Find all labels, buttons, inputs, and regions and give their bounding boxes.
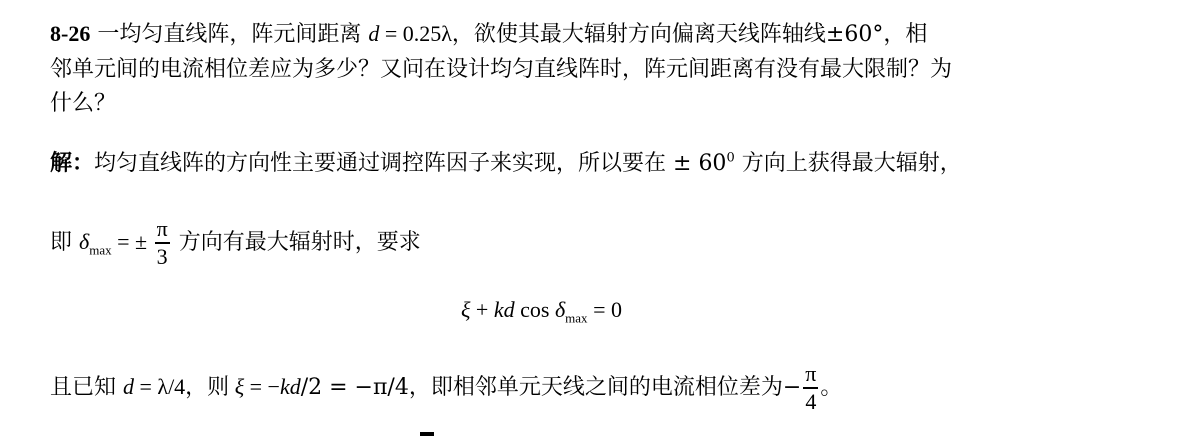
- solution-text: /2 = −π/4，即相邻单元天线之间的电流相位差为−: [300, 375, 802, 400]
- solution-text: 且已知: [50, 375, 123, 400]
- solution-text: 方向有最大辐射时，要求: [171, 230, 421, 255]
- problem-line-3: 什么？: [50, 91, 117, 116]
- problem-line-2: 邻单元间的电流相位差应为多少？又问在设计均匀直线阵时，阵元间距离有没有最大限制？为: [50, 57, 953, 82]
- sub-max: max: [565, 310, 588, 326]
- var-kd: kd: [279, 374, 301, 399]
- problem-number: 8-26: [50, 21, 91, 46]
- fraction-pi-4: [803, 361, 818, 415]
- solution-label: 解：: [50, 150, 95, 176]
- eq-zero: = 0: [587, 297, 622, 322]
- var-xi: ξ: [461, 297, 471, 322]
- solution-line-1: [50, 146, 962, 177]
- solution-text: 即: [50, 230, 79, 255]
- fn-cos: cos: [514, 297, 555, 322]
- eq-lambda: = λ/4，则: [134, 374, 235, 399]
- problem-text: 一均匀直线阵，阵元间距离: [90, 22, 369, 47]
- frac-denominator: 4: [803, 387, 818, 415]
- var-delta: δ: [554, 297, 566, 322]
- solution-text: 均匀直线阵的方向性主要通过调控阵因子来实现，所以要在 ± 60: [94, 151, 727, 176]
- var-d: d: [123, 374, 134, 399]
- eq-pm: = ±: [111, 229, 153, 254]
- sub-max: max: [89, 242, 112, 258]
- var-delta: δ: [79, 229, 90, 254]
- period: 。: [820, 375, 843, 400]
- eq-spacing: = 0.25λ: [379, 21, 452, 46]
- frac-numerator: π: [156, 216, 168, 241]
- var-xi: ξ: [234, 374, 245, 399]
- degree-sup: 0: [726, 150, 735, 166]
- frac-numerator: π: [805, 361, 817, 386]
- solution-text: 方向上获得最大辐射，: [734, 151, 962, 176]
- problem-line-1: [50, 17, 927, 48]
- var-kd: kd: [493, 297, 515, 322]
- solution-line-2: [50, 216, 421, 270]
- equation-condition: [461, 297, 622, 326]
- solution-line-4: [50, 361, 842, 415]
- cut-off-fragment: [420, 432, 434, 436]
- var-d: d: [368, 21, 380, 46]
- frac-denominator: 3: [155, 242, 170, 270]
- fraction-pi-3: [155, 216, 170, 270]
- op-plus: +: [470, 297, 494, 322]
- problem-text: ，欲使其最大辐射方向偏离天线阵轴线±60°，相: [451, 22, 928, 47]
- eq-minus: = −: [244, 374, 280, 399]
